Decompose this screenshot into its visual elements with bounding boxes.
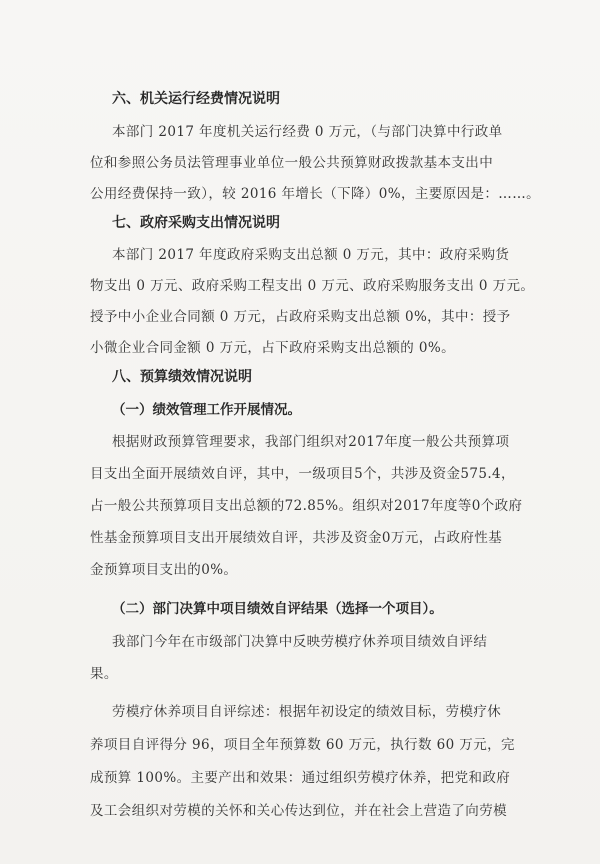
section-7-line-2: 物支出 0 万元、政府采购工程支出 0 万元、政府采购服务支出 0 万元。 — [90, 278, 535, 294]
section-8-sub1-line-2: 目支出全面开展绩效自评，其中，一级项目5个，共涉及资金575.4， — [90, 466, 515, 482]
section-7-heading: 七、政府采购支出情况说明 — [112, 215, 280, 231]
section-8-para3-line-1: 劳模疗休养项目自评综述：根据年初设定的绩效目标，劳模疗休 — [112, 704, 502, 720]
section-6-line-1: 本部门 2017 年度机关运行经费 0 万元，（与部门决算中行政单 — [112, 124, 503, 140]
section-8-sub1-line-3: 占一般公共预算项目支出总额的72.85%。组织对2017年度等0个政府 — [90, 498, 523, 514]
section-8-para3-line-4: 及工会组织对劳模的关怀和关心传达到位，并在社会上营造了向劳模 — [90, 803, 507, 819]
section-8-para3-line-2: 养项目自评得分 96，项目全年预算数 60 万元，执行数 60 万元，完 — [90, 737, 515, 753]
section-8-sub1-line-5: 金预算项目支出的0%。 — [90, 562, 238, 578]
section-8-sub2-line-1: 我部门今年在市级部门决算中反映劳模疗休养项目绩效自评结 — [112, 634, 488, 650]
section-6-line-2: 位和参照公务员法管理事业单位一般公共预算财政拨款基本支出中 — [90, 155, 494, 171]
section-8-para3-line-3: 成预算 100%。主要产出和效果：通过组织劳模疗休养，把党和政府 — [90, 770, 511, 786]
section-6-heading: 六、机关运行经费情况说明 — [112, 91, 280, 107]
section-6-line-3: 公用经费保持一致），较 2016 年增长（下降）0%，主要原因是：……。 — [90, 186, 541, 202]
section-7-line-1: 本部门 2017 年度政府采购支出总额 0 万元，其中：政府采购货 — [112, 247, 510, 263]
section-8-heading: 八、预算绩效情况说明 — [112, 369, 252, 385]
section-8-sub1-heading: （一）绩效管理工作开展情况。 — [112, 402, 301, 418]
section-8-sub2-line-2: 果。 — [90, 666, 118, 682]
section-8-sub1-line-4: 性基金预算项目支出开展绩效自评，共涉及资金0万元，占政府性基 — [90, 530, 503, 546]
section-7-line-3: 授予中小企业合同额 0 万元，占政府采购支出总额 0%，其中：授予 — [90, 309, 511, 325]
section-7-line-4: 小微企业合同金额 0 万元，占下政府采购支出总额的 0%。 — [90, 340, 455, 356]
section-8-sub2-heading: （二）部门决算中项目绩效自评结果（选择一个项目）。 — [112, 601, 443, 617]
section-8-sub1-line-1: 根据财政预算管理要求，我部门组织对2017年度一般公共预算项 — [112, 434, 510, 450]
